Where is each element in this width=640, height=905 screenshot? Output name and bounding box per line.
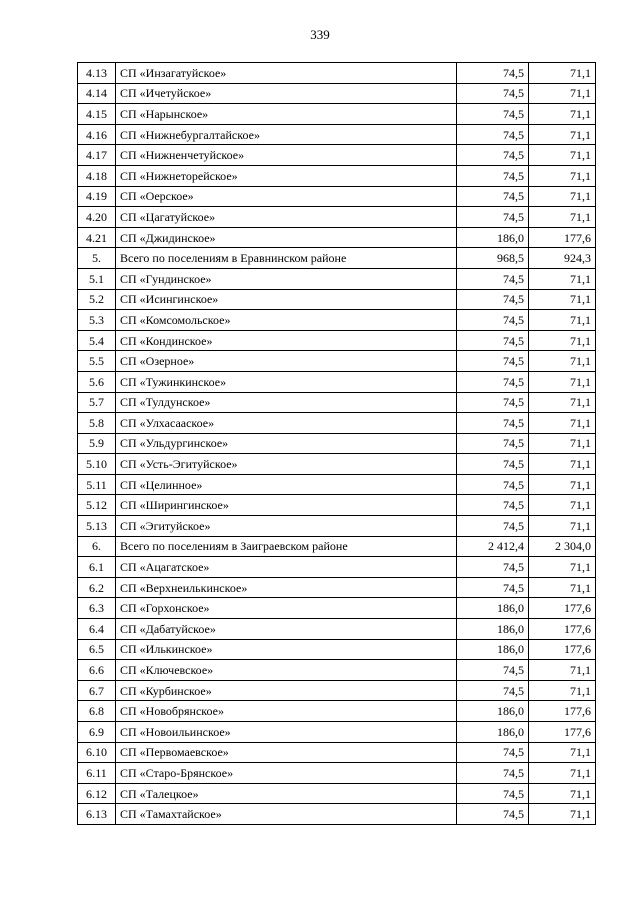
value-column-2: 71,1 (529, 660, 596, 681)
value-column-2: 71,1 (529, 763, 596, 784)
row-number: 5.8 (78, 413, 116, 434)
value-column-1: 74,5 (457, 516, 529, 537)
table-row (78, 577, 596, 598)
table-row (78, 186, 596, 207)
settlement-name: СП «Тужинкинское» (116, 371, 457, 392)
table-row (78, 330, 596, 351)
value-column-1: 186,0 (457, 619, 529, 640)
value-column-1: 74,5 (457, 804, 529, 825)
value-column-2: 71,1 (529, 165, 596, 186)
row-number: 6.12 (78, 783, 116, 804)
value-column-1: 74,5 (457, 742, 529, 763)
value-column-1: 968,5 (457, 248, 529, 269)
table-row (78, 722, 596, 743)
settlement-name: СП «Курбинское» (116, 680, 457, 701)
row-number: 5.5 (78, 351, 116, 372)
row-number: 4.13 (78, 63, 116, 84)
row-number: 5.7 (78, 392, 116, 413)
value-column-2: 177,6 (529, 722, 596, 743)
table-row (78, 804, 596, 825)
settlement-name: СП «Оерское» (116, 186, 457, 207)
value-column-2: 71,1 (529, 310, 596, 331)
table-row (78, 639, 596, 660)
value-column-1: 74,5 (457, 289, 529, 310)
row-number: 4.18 (78, 165, 116, 186)
value-column-1: 74,5 (457, 207, 529, 228)
settlement-name: СП «Гундинское» (116, 268, 457, 289)
table-row (78, 165, 596, 186)
settlement-name: СП «Горхонское» (116, 598, 457, 619)
table-row (78, 104, 596, 125)
settlement-name: СП «Кондинское» (116, 330, 457, 351)
value-column-2: 71,1 (529, 83, 596, 104)
settlement-name: СП «Тамахтайское» (116, 804, 457, 825)
value-column-1: 186,0 (457, 598, 529, 619)
table-row (78, 454, 596, 475)
row-number: 5.6 (78, 371, 116, 392)
settlement-name: СП «Старо-Брянское» (116, 763, 457, 784)
table-row (78, 433, 596, 454)
table-row (78, 268, 596, 289)
value-column-2: 71,1 (529, 207, 596, 228)
row-number: 4.21 (78, 227, 116, 248)
value-column-1: 186,0 (457, 639, 529, 660)
settlement-name: СП «Ширингинское» (116, 495, 457, 516)
value-column-1: 74,5 (457, 104, 529, 125)
row-number: 4.20 (78, 207, 116, 228)
value-column-1: 74,5 (457, 660, 529, 681)
value-column-1: 74,5 (457, 330, 529, 351)
value-column-2: 71,1 (529, 392, 596, 413)
value-column-2: 71,1 (529, 351, 596, 372)
table-row (78, 83, 596, 104)
table-row (78, 392, 596, 413)
row-number: 5.10 (78, 454, 116, 475)
value-column-1: 74,5 (457, 557, 529, 578)
row-number: 5.3 (78, 310, 116, 331)
table-row (78, 227, 596, 248)
value-column-1: 74,5 (457, 165, 529, 186)
value-column-1: 74,5 (457, 371, 529, 392)
row-number: 6.13 (78, 804, 116, 825)
settlement-name: СП «Целинное» (116, 474, 457, 495)
settlement-name: СП «Озерное» (116, 351, 457, 372)
value-column-2: 177,6 (529, 598, 596, 619)
value-column-1: 74,5 (457, 783, 529, 804)
value-column-1: 74,5 (457, 83, 529, 104)
table-row (78, 474, 596, 495)
page-number: 339 (310, 27, 330, 42)
row-number: 6.10 (78, 742, 116, 763)
table-row (78, 207, 596, 228)
settlement-name: СП «Нарынское» (116, 104, 457, 125)
settlement-name: СП «Усть-Эгитуйское» (116, 454, 457, 475)
settlement-name: СП «Джидинское» (116, 227, 457, 248)
value-column-2: 71,1 (529, 104, 596, 125)
value-column-2: 177,6 (529, 227, 596, 248)
row-number: 6.11 (78, 763, 116, 784)
settlement-name: СП «Верхнеилькинское» (116, 577, 457, 598)
value-column-1: 186,0 (457, 701, 529, 722)
row-number: 6.4 (78, 619, 116, 640)
value-column-2: 71,1 (529, 145, 596, 166)
table-row (78, 63, 596, 84)
value-column-2: 71,1 (529, 516, 596, 537)
value-column-2: 71,1 (529, 124, 596, 145)
value-column-2: 924,3 (529, 248, 596, 269)
value-column-1: 74,5 (457, 63, 529, 84)
table-row (78, 763, 596, 784)
row-number: 5.12 (78, 495, 116, 516)
row-number: 6. (78, 536, 116, 557)
row-number: 5.11 (78, 474, 116, 495)
value-column-2: 71,1 (529, 63, 596, 84)
value-column-2: 71,1 (529, 268, 596, 289)
settlement-name: Всего по поселениям в Заиграевском районе (116, 536, 457, 557)
value-column-1: 74,5 (457, 474, 529, 495)
table-body (78, 63, 596, 825)
table-row (78, 124, 596, 145)
table-row (78, 351, 596, 372)
table-row (78, 536, 596, 557)
settlement-name: СП «Улхасаaское» (116, 413, 457, 434)
value-column-1: 74,5 (457, 351, 529, 372)
table-row (78, 660, 596, 681)
value-column-2: 71,1 (529, 577, 596, 598)
value-column-2: 71,1 (529, 804, 596, 825)
value-column-2: 71,1 (529, 474, 596, 495)
settlement-name: СП «Дабатуйское» (116, 619, 457, 640)
row-number: 4.16 (78, 124, 116, 145)
table-row (78, 495, 596, 516)
table-row (78, 557, 596, 578)
row-number: 4.19 (78, 186, 116, 207)
value-column-1: 74,5 (457, 763, 529, 784)
row-number: 5.13 (78, 516, 116, 537)
row-number: 6.6 (78, 660, 116, 681)
settlement-name: СП «Ульдургинское» (116, 433, 457, 454)
value-column-2: 71,1 (529, 783, 596, 804)
value-column-1: 74,5 (457, 433, 529, 454)
table-row (78, 516, 596, 537)
settlement-name: СП «Ичетуйское» (116, 83, 457, 104)
row-number: 6.2 (78, 577, 116, 598)
settlement-name: СП «Нижнебургалтайское» (116, 124, 457, 145)
value-column-1: 74,5 (457, 495, 529, 516)
value-column-2: 71,1 (529, 433, 596, 454)
settlement-name: СП «Нижненчетуйское» (116, 145, 457, 166)
settlement-name: СП «Ацагатское» (116, 557, 457, 578)
value-column-2: 177,6 (529, 619, 596, 640)
settlement-name: СП «Исингинское» (116, 289, 457, 310)
settlement-name: СП «Ключевское» (116, 660, 457, 681)
row-number: 4.14 (78, 83, 116, 104)
row-number: 6.8 (78, 701, 116, 722)
value-column-1: 74,5 (457, 454, 529, 475)
table-row (78, 145, 596, 166)
table-row (78, 742, 596, 763)
settlements-table (77, 62, 596, 825)
value-column-1: 186,0 (457, 722, 529, 743)
settlement-name: СП «Эгитуйское» (116, 516, 457, 537)
settlement-name: СП «Нижнеторейское» (116, 165, 457, 186)
value-column-1: 74,5 (457, 680, 529, 701)
row-number: 5.2 (78, 289, 116, 310)
row-number: 6.1 (78, 557, 116, 578)
row-number: 6.5 (78, 639, 116, 660)
row-number: 6.7 (78, 680, 116, 701)
table-row (78, 619, 596, 640)
row-number: 5.4 (78, 330, 116, 351)
value-column-2: 71,1 (529, 680, 596, 701)
settlement-name: СП «Тулдунское» (116, 392, 457, 413)
value-column-1: 186,0 (457, 227, 529, 248)
value-column-2: 71,1 (529, 289, 596, 310)
settlement-name: СП «Инзагатуйское» (116, 63, 457, 84)
value-column-1: 74,5 (457, 186, 529, 207)
table-row (78, 680, 596, 701)
value-column-1: 74,5 (457, 392, 529, 413)
value-column-1: 74,5 (457, 577, 529, 598)
row-number: 5. (78, 248, 116, 269)
value-column-2: 71,1 (529, 371, 596, 392)
table-row (78, 371, 596, 392)
row-number: 6.3 (78, 598, 116, 619)
value-column-2: 71,1 (529, 330, 596, 351)
value-column-2: 71,1 (529, 186, 596, 207)
table-row (78, 598, 596, 619)
value-column-1: 74,5 (457, 413, 529, 434)
value-column-2: 71,1 (529, 413, 596, 434)
value-column-1: 74,5 (457, 124, 529, 145)
row-number: 4.15 (78, 104, 116, 125)
row-number: 4.17 (78, 145, 116, 166)
settlement-name: СП «Первомаевское» (116, 742, 457, 763)
value-column-2: 177,6 (529, 701, 596, 722)
value-column-1: 74,5 (457, 310, 529, 331)
table-row (78, 310, 596, 331)
settlement-name: СП «Цагатуйское» (116, 207, 457, 228)
value-column-2: 71,1 (529, 454, 596, 475)
value-column-1: 74,5 (457, 145, 529, 166)
settlement-name: Всего по поселениям в Еравнинском районе (116, 248, 457, 269)
row-number: 6.9 (78, 722, 116, 743)
table-row (78, 413, 596, 434)
table-row (78, 289, 596, 310)
row-number: 5.1 (78, 268, 116, 289)
value-column-2: 177,6 (529, 639, 596, 660)
value-column-2: 71,1 (529, 495, 596, 516)
value-column-2: 71,1 (529, 557, 596, 578)
settlement-name: СП «Новоильинское» (116, 722, 457, 743)
row-number: 5.9 (78, 433, 116, 454)
table-row (78, 701, 596, 722)
settlement-name: СП «Новобрянское» (116, 701, 457, 722)
value-column-1: 74,5 (457, 268, 529, 289)
value-column-2: 2 304,0 (529, 536, 596, 557)
table-row (78, 783, 596, 804)
table-row (78, 248, 596, 269)
value-column-2: 71,1 (529, 742, 596, 763)
settlement-name: СП «Комсомольское» (116, 310, 457, 331)
settlement-name: СП «Илькинское» (116, 639, 457, 660)
settlement-name: СП «Талецкое» (116, 783, 457, 804)
value-column-1: 2 412,4 (457, 536, 529, 557)
